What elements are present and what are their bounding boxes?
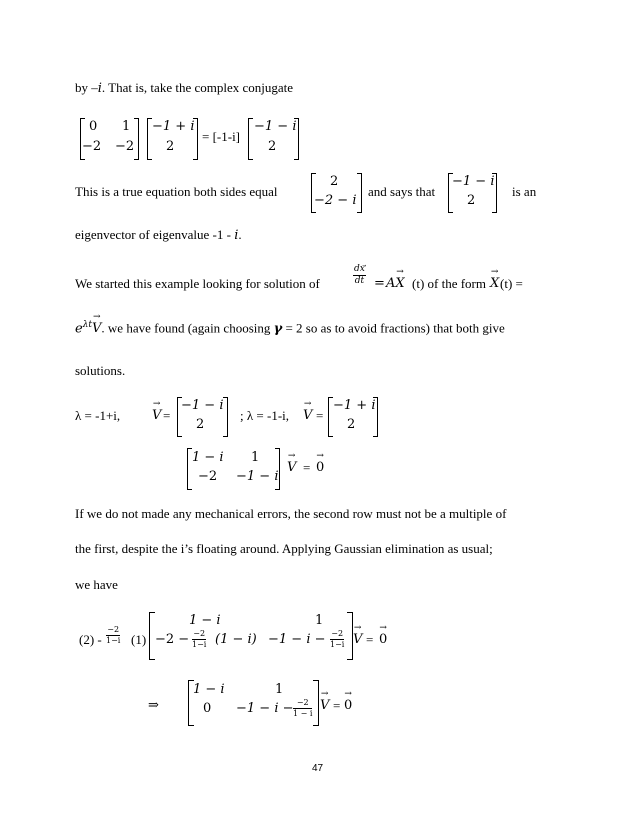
intro-line: by –i. That is, take the complex conjugate — [75, 80, 294, 96]
page-number: 47 — [312, 763, 324, 774]
derivative-fraction: $\frac{dx}{dt}$ — [354, 264, 365, 286]
matrix-right-bracket — [134, 118, 139, 160]
document-page: by –i. That is, take the complex conjugate 0 1 −2 −2 −1 + i 2 = [-1-i] −1 − i 2 This is a true equation both sides equal 2 −2 − i and says that −1 − i 2 is an eigenvector of eigenvalue -1 - i. We started this example looking for solution of $\frac{dx}{dt}$ = A→ X (t) of the form → X (t) = $e^{\lambda t}\to V$. we have found (again choosing γ = 2 so as to avoid fractions) that both give solutions. λ = -1+i, → V = −1 − i 2 ; λ = -1-i, → V = −1 + i 2 1 − i 1 −2 −1 − i → V = → 0 If we do not made any mechanical errors, the second row must not be a multiple of the first, despite the i’s floating around. Applying Gaussian elimination as usual; we have (2) - $\frac{-2}{1-i}$ (1) 1 − i 1 −2 − $\frac{-2}{1-i}$ (1 − i) −1 − i − $\frac{-2}{1-i}$ → V = → 0 ⇒ 1 − i 1 0 −1 − i − $\frac{-2}{1 - i}$ → V = → 0 47 — [0, 0, 638, 826]
